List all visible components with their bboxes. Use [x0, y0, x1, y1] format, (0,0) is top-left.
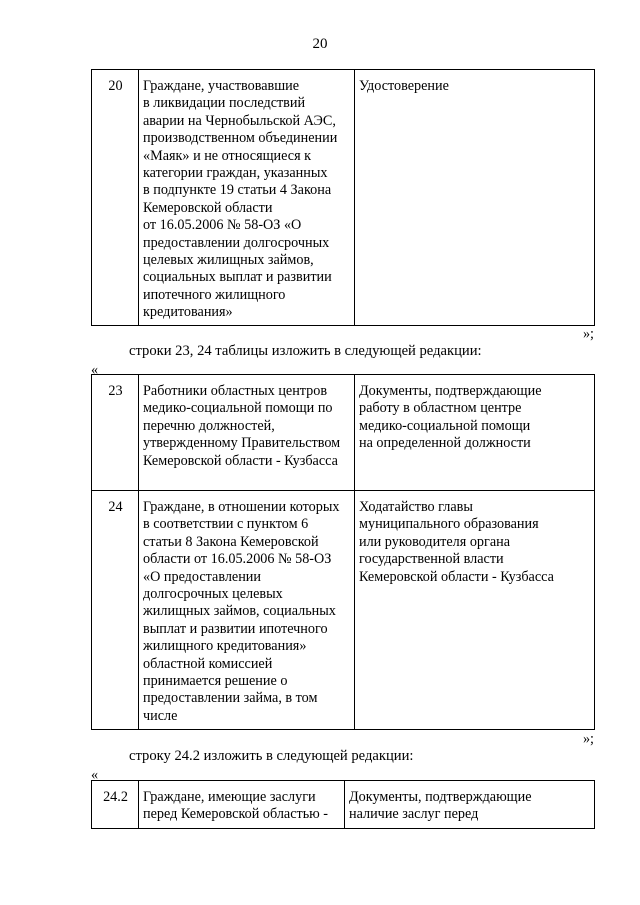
- text-line: числе: [143, 707, 178, 724]
- text-line: социальных выплат и развитии: [143, 269, 332, 286]
- opening-quote: «: [91, 362, 99, 378]
- category-text: [139, 491, 354, 725]
- opening-quote: «: [91, 767, 99, 783]
- table-row-24: [92, 491, 595, 730]
- text-line: кредитования»: [143, 304, 233, 321]
- text-line: принимается решение о: [143, 673, 288, 690]
- text-line: в подпункте 19 статьи 4 Закона: [143, 182, 332, 199]
- text-line: перед Кемеровской областью -: [143, 806, 329, 823]
- text-line: или руководителя органа: [359, 533, 511, 550]
- text-line: целевых жилищных займов,: [143, 252, 314, 269]
- text-line: перечню должностей,: [143, 417, 275, 434]
- category-text: [139, 70, 354, 322]
- closing-quote: »;: [582, 326, 594, 342]
- category-text: [139, 781, 344, 824]
- table-row-23: [92, 375, 595, 491]
- text-line: производственном объединении: [143, 130, 338, 147]
- category-cell: [139, 491, 355, 730]
- text-line: муниципального образования: [359, 516, 539, 533]
- text-line: Документы, подтверждающие: [349, 789, 532, 805]
- text-line: наличие заслуг перед: [349, 806, 479, 823]
- text-line: государственной власти: [359, 551, 504, 568]
- closing-quote: »;: [582, 731, 594, 747]
- text-line: Кемеровской области - Кузбасса: [143, 452, 338, 469]
- text-line: статьи 8 Закона Кемеровской: [143, 533, 319, 550]
- text-line: медико-социальной помощи: [359, 417, 531, 434]
- table-row-24-2: [91, 780, 595, 829]
- text-line: жилищного кредитования»: [143, 638, 307, 655]
- text-line: Граждане, имеющие заслуги: [143, 789, 316, 805]
- text-line: Работники областных центров: [143, 383, 328, 399]
- text-line: ипотечного жилищного: [143, 286, 286, 303]
- text-line: «О предоставлении: [143, 568, 261, 585]
- document-text: [355, 375, 594, 453]
- text-line: аварии на Чернобыльской АЭС,: [143, 112, 336, 129]
- instruction-text: строку 24.2 изложить в следующей редакции:: [129, 748, 414, 764]
- text-line: Удостоверение: [359, 78, 449, 94]
- row-number-cell: [92, 375, 139, 491]
- document-cell: [355, 491, 595, 730]
- text-line: долгосрочных целевых: [143, 586, 283, 603]
- text-line: выплат и развитии ипотечного: [143, 620, 328, 637]
- text-line: области от 16.05.2006 № 58-ОЗ: [143, 551, 332, 568]
- row-number: 24.2: [103, 789, 128, 805]
- text-line: Кемеровской области: [143, 199, 273, 216]
- document-cell: [345, 781, 595, 829]
- text-line: «Маяк» и не относящиеся к: [143, 147, 312, 164]
- category-cell: [139, 70, 355, 326]
- text-line: жилищных займов, социальных: [143, 603, 336, 620]
- document-text: [345, 781, 594, 824]
- text-line: Ходатайство главы: [359, 499, 473, 515]
- text-line: категории граждан, указанных: [143, 165, 328, 182]
- page-number: 20: [312, 36, 328, 52]
- text-line: в ликвидации последствий: [143, 95, 306, 112]
- text-line: Граждане, в отношении которых: [143, 499, 340, 515]
- category-cell: [139, 375, 355, 491]
- text-line: от 16.05.2006 № 58-ОЗ «О: [143, 217, 302, 234]
- text-line: Кемеровской области - Кузбасса: [359, 568, 554, 585]
- category-cell: [139, 781, 345, 829]
- text-line: утвержденному Правительством: [143, 435, 341, 452]
- document-cell: [355, 70, 595, 326]
- row-number-cell: [92, 781, 139, 829]
- row-number-cell: [92, 70, 139, 326]
- text-line: областной комиссией: [143, 655, 273, 672]
- category-text: [139, 375, 354, 470]
- text-line: работу в областном центре: [359, 400, 522, 417]
- text-line: предоставлении займа, в том: [143, 690, 318, 707]
- instruction-text: строки 23, 24 таблицы изложить в следующей редакции:: [129, 343, 482, 359]
- text-line: Граждане, участвовавшие: [143, 78, 300, 94]
- text-line: на определенной должности: [359, 435, 531, 452]
- text-line: предоставлении долгосрочных: [143, 234, 330, 251]
- document-cell: [355, 375, 595, 491]
- document-text: [355, 70, 594, 95]
- table-row-20: [91, 69, 595, 326]
- row-number: 24: [108, 499, 123, 515]
- row-number: 20: [108, 78, 123, 94]
- table-rows-23-24: [91, 374, 595, 730]
- row-number-cell: [92, 491, 139, 730]
- text-line: в соответствии с пунктом 6: [143, 516, 309, 533]
- text-line: Документы, подтверждающие: [359, 383, 542, 399]
- document-text: [355, 491, 594, 586]
- row-number: 23: [108, 383, 123, 399]
- text-line: медико-социальной помощи по: [143, 400, 333, 417]
